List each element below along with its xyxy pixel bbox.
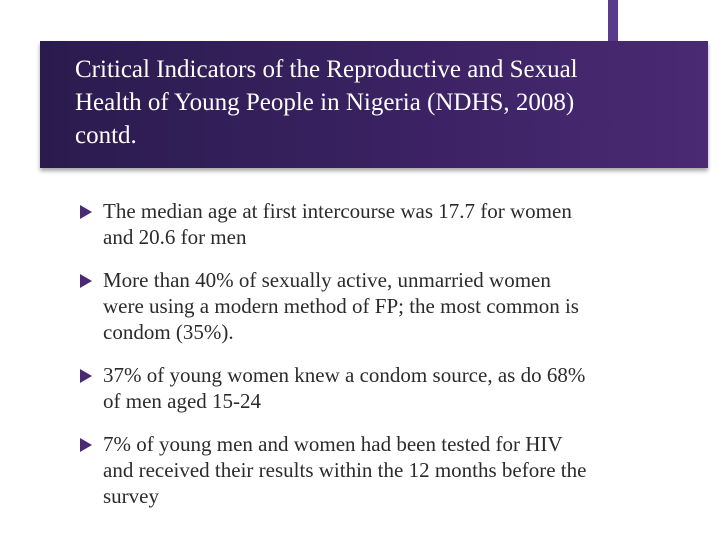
bullet-item	[75, 198, 595, 250]
bullet-text: The median age at first intercourse was 17.7 for women and 20.6 for men	[103, 199, 572, 249]
triangle-bullet-icon	[80, 274, 92, 288]
slide-title: Critical Indicators of the Reproductive and Sexual Health of Young People in Nigeria (NDHS, 2008) contd.	[75, 56, 578, 149]
bullet-item	[75, 362, 595, 414]
triangle-bullet-icon	[80, 205, 92, 219]
triangle-bullet-icon	[80, 438, 92, 452]
bullet-item	[75, 431, 595, 509]
bullet-text: 37% of young women knew a condom source, as do 68% of men aged 15-24	[103, 363, 586, 413]
bullet-list	[75, 198, 595, 526]
triangle-bullet-icon	[80, 369, 92, 383]
bullet-item	[75, 267, 595, 345]
bullet-text: More than 40% of sexually active, unmarried women were using a modern method of FP; the most common is condom (35%).	[103, 268, 579, 344]
bullet-text: 7% of young men and women had been tested for HIV and received their results within the 12 months before the survey	[103, 432, 587, 508]
